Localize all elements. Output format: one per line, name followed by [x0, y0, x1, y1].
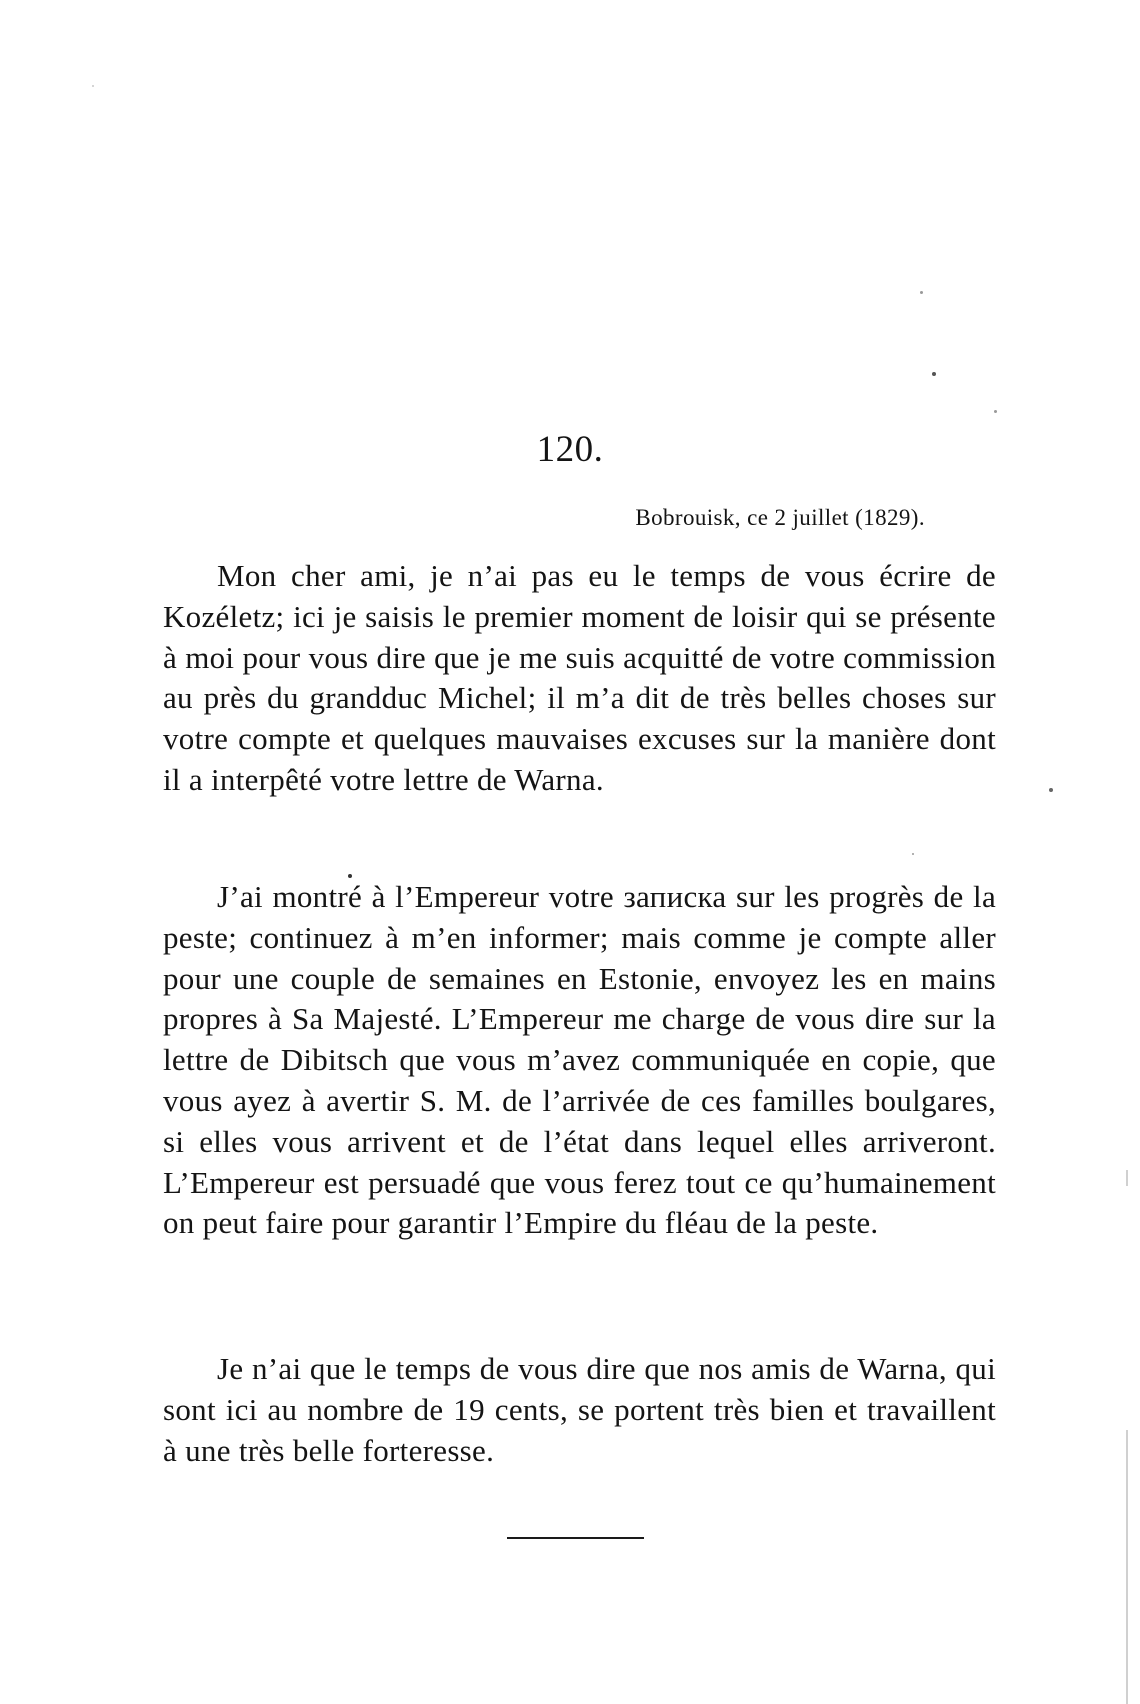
scan-speck — [932, 372, 936, 376]
paragraph-text: J’ai montré à l’Empereur votre записка sur les progrès de la peste; continuez à m’en informer; mais comme je compte aller pour une couple de semaines en Estonie, envoyez les en mains propres à Sa Majesté. L’Empereur me charge de vous dire sur la lettre de Dibitsch que vous m’avez communiquée en copie, que vous ayez à avertir S. M. de l’arrivée de ces familles boulgares, si elles vous arrivent et de l’état dans lequel elles arriveront. L’Empereur est persuadé que vous ferez tout ce qu’humainement on peut faire pour garantir l’Empire du fléau de la peste. — [163, 879, 996, 1241]
paragraph-text: Mon cher ami, je n’ai pas eu le temps de vous écrire de Kozéletz; ici je saisis le premier moment de loisir qui se présente à moi pour vous dire que je me suis acquitté de votre commission au près du grandduc Michel; il m’a dit de très belles choses sur votre compte et quelques mauvaises excuses sur la manière dont il a interpêté votre lettre de Warna. — [163, 558, 996, 797]
paragraph-3 — [163, 1349, 996, 1471]
scan-edge-line — [1126, 1430, 1128, 1704]
end-rule-divider — [507, 1537, 644, 1539]
paragraph-text: Je n’ai que le temps de vous dire que nos amis de Warna, qui sont ici au nombre de 19 cents, se portent très bien et travaillent à une très belle forteresse. — [163, 1351, 996, 1468]
scan-speck — [912, 853, 914, 855]
scan-speck — [92, 85, 94, 87]
scan-edge-line — [1126, 1170, 1128, 1186]
paragraph-2 — [163, 877, 996, 1244]
letter-number: 120. — [536, 429, 604, 470]
dateline: Bobrouisk, ce 2 juillet (1829). — [635, 505, 925, 530]
scan-speck — [1049, 788, 1053, 792]
scan-speck — [348, 874, 352, 878]
scan-speck — [994, 410, 997, 413]
scan-speck — [920, 291, 923, 294]
paragraph-1 — [163, 556, 996, 801]
